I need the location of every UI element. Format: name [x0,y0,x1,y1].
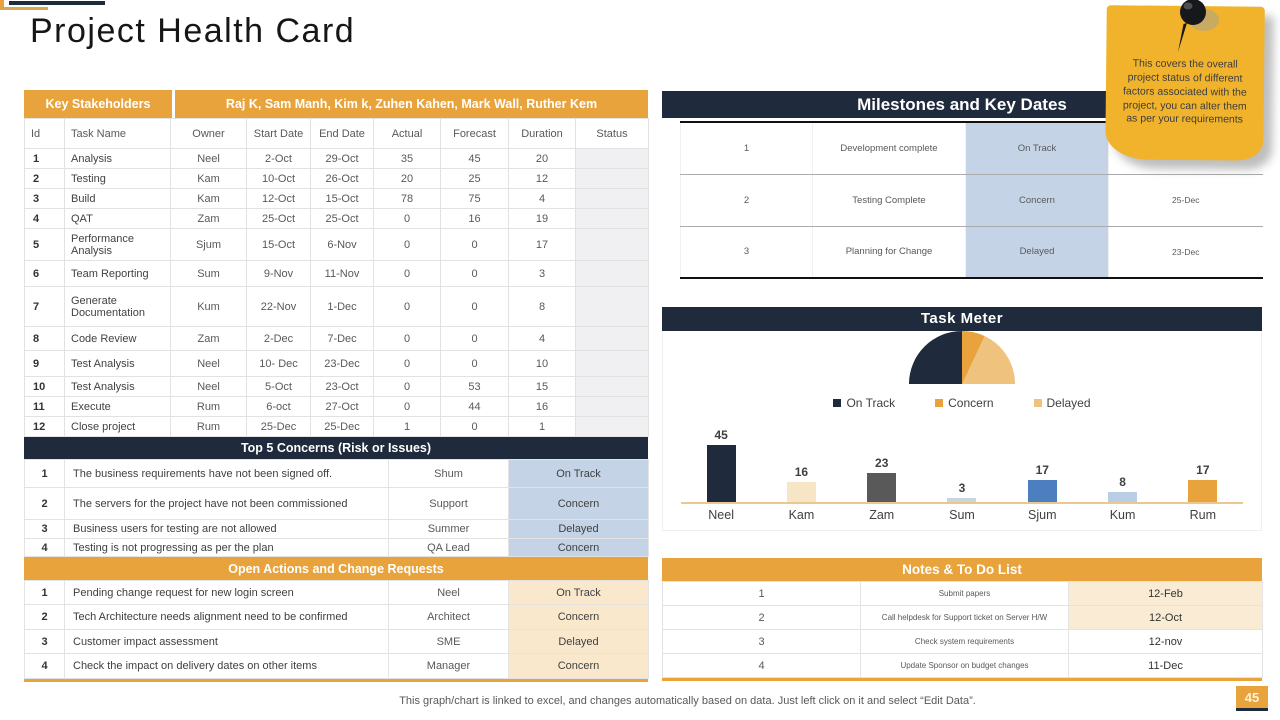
status-cell [576,377,649,397]
bar-column [681,428,761,502]
legend-swatch [833,399,841,407]
status-cell [576,229,649,261]
page-title: Project Health Card [30,12,356,50]
bar [1108,492,1137,502]
task-table-header-cell: Owner [171,119,247,149]
status-badge: Concern [509,654,649,679]
milestone-row: 1 Development complete On Track [681,122,1263,174]
concern-row: 2 The servers for the project have not been commissioned Support Concern [25,488,649,520]
task-meter-header: Task Meter [662,307,1262,331]
task-table-row: 12 Close project Rum 25-Dec 25-Dec 1 0 1 [25,417,649,437]
milestone-row: 3 Planning for Change Delayed 23-Dec [681,226,1263,278]
status-half-pie[interactable] [909,331,1015,384]
actions-table [24,580,649,679]
task-table-header-cell: Start Date [247,119,311,149]
key-stakeholders-label: Key Stakeholders [24,90,175,118]
note-row: 2 Call helpdesk for Support ticket on Server H/W 12-Oct [663,606,1263,630]
bar-category-label: Neel [708,508,734,522]
bar-value-label: 17 [1035,463,1049,477]
concern-row: 3 Business users for testing are not allowed Summer Delayed [25,520,649,539]
status-badge: Concern [509,605,649,630]
bar [1188,480,1217,502]
bar-value-label: 16 [794,465,809,479]
task-table-row: 2 Testing Kam 10-Oct 26-Oct 20 25 12 [25,169,649,189]
task-table-header-cell: Actual [374,119,441,149]
legend-label: Delayed [1046,396,1091,410]
status-badge: Delayed [509,630,649,654]
status-badge: On Track [966,122,1109,174]
status-badge: Concern [509,539,649,557]
bar [867,473,896,502]
bar-column [761,465,841,502]
action-row: 3 Customer impact assessment SME Delayed [25,630,649,654]
chart-legend [681,396,1243,410]
action-row: 1 Pending change request for new login screen Neel On Track [25,581,649,605]
status-cell [576,417,649,437]
action-row: 2 Tech Architecture needs alignment need to be confirmed Architect Concern [25,605,649,630]
status-cell [576,169,649,189]
bar-category-label: Kum [1109,508,1136,522]
legend-item [833,396,895,410]
left-panel [24,90,648,682]
bar-column [1002,463,1082,502]
bar-value-label: 23 [875,456,889,470]
status-cell [576,209,649,229]
bar-category-label: Kam [788,508,815,522]
footer-note: This graph/chart is linked to excel, and changes automatically based on data. Just left click on it and select “Edit Data”. [399,695,976,707]
left-panel-bottom-strip [24,679,648,682]
action-row: 4 Check the impact on delivery dates on other items Manager Concern [25,654,649,679]
actions-header: Open Actions and Change Requests [24,557,648,580]
bar [1028,480,1057,502]
notes-header: Notes & To Do List [662,558,1262,581]
task-table-header-cell: Duration [509,119,576,149]
note-row: 4 Update Sponsor on budget changes 11-Dec [663,654,1263,678]
legend-label: Concern [948,396,994,410]
status-badge: Concern [966,174,1109,226]
milestone-row: 2 Testing Complete Concern 25-Dec [681,174,1263,226]
key-stakeholders-header [24,90,648,118]
task-table-row: 3 Build Kam 12-Oct 15-Oct 78 75 4 [25,189,649,209]
note-row: 1 Submit papers 12-Feb [663,582,1263,606]
task-table [24,118,649,437]
task-table-row: 8 Code Review Zam 2-Dec 7-Dec 0 0 4 [25,327,649,351]
status-badge: On Track [509,460,649,488]
bar [947,498,976,502]
legend-item [1034,396,1091,410]
task-table-row: 4 QAT Zam 25-Oct 25-Oct 0 16 19 [25,209,649,229]
top-gold-bar [0,7,48,10]
task-table-row: 1 Analysis Neel 2-Oct 29-Oct 35 45 20 [25,149,649,169]
task-table-row: 5 Performance Analysis Sjum 15-Oct 6-Nov 0 0 17 [25,229,649,261]
legend-swatch [1034,399,1042,407]
status-cell [576,149,649,169]
task-table-header-cell: Status [576,119,649,149]
bar-column [1082,475,1162,502]
task-table-row: 9 Test Analysis Neel 10- Dec 23-Dec 0 0 10 [25,351,649,377]
status-cell [576,351,649,377]
status-cell [576,261,649,287]
notes-panel [662,558,1262,681]
page-number: 45 [1236,686,1268,708]
page-number-underline [1236,708,1268,711]
bar-value-label: 45 [714,428,728,442]
bar-column [842,456,922,502]
task-table-header-cell: Task Name [65,119,171,149]
bar [787,482,816,502]
notes-bottom-strip [662,678,1262,681]
task-meter-chart[interactable] [662,331,1262,531]
concerns-header: Top 5 Concerns (Risk or Issues) [24,437,648,459]
legend-label: On Track [846,396,896,410]
key-stakeholders-names: Raj K, Sam Manh, Kim k, Zuhen Kahen, Mark Wall, Ruther Kem [175,90,648,118]
sticky-note-text: This covers the overall project status of different factors associated with the project, you can alter them as per your requirements [1122,57,1247,127]
task-table-header-cell: Id [25,119,65,149]
task-table-row: 6 Team Reporting Sum 9-Nov 11-Nov 0 0 3 [25,261,649,287]
bar-column [1163,463,1243,502]
bar-chart-categories [681,504,1243,522]
status-cell [576,287,649,327]
legend-item [935,396,993,410]
task-meter-panel [662,307,1262,531]
bar-chart-bars[interactable] [681,426,1243,504]
status-cell [576,397,649,417]
task-table-row: 7 Generate Documentation Kum 22-Nov 1-Dec 0 0 8 [25,287,649,327]
concerns-table [24,459,649,557]
status-badge: Delayed [509,520,649,539]
status-cell [576,189,649,209]
bar-category-label: Sjum [1028,508,1057,522]
push-pin-icon [1158,0,1230,68]
task-table-header-row [25,119,649,149]
bar-category-label: Sum [949,508,975,522]
task-table-row: 11 Execute Rum 6-oct 27-Oct 0 44 16 [25,397,649,417]
status-badge: Concern [509,488,649,520]
status-badge: On Track [509,581,649,605]
task-table-header-cell: End Date [311,119,374,149]
milestones-header: Milestones and Key Dates [662,91,1262,118]
top-navy-bar [9,1,105,5]
legend-swatch [935,399,943,407]
bar-value-label: 8 [1119,475,1126,489]
status-cell [576,327,649,351]
task-table-row: 10 Test Analysis Neel 5-Oct 23-Oct 0 53 15 [25,377,649,397]
bar [707,445,736,502]
task-table-header-cell: Forecast [441,119,509,149]
bar-value-label: 17 [1196,463,1210,477]
notes-table [662,581,1263,678]
note-row: 3 Check system requirements 12-nov [663,630,1263,654]
concern-row: 4 Testing is not progressing as per the plan QA Lead Concern [25,539,649,557]
status-badge: Delayed [966,226,1109,278]
concern-row: 1 The business requirements have not been signed off. Shum On Track [25,460,649,488]
bar-category-label: Rum [1189,508,1217,522]
bar-value-label: 3 [958,481,966,495]
bar-category-label: Zam [869,508,895,522]
bar-column [922,481,1002,502]
